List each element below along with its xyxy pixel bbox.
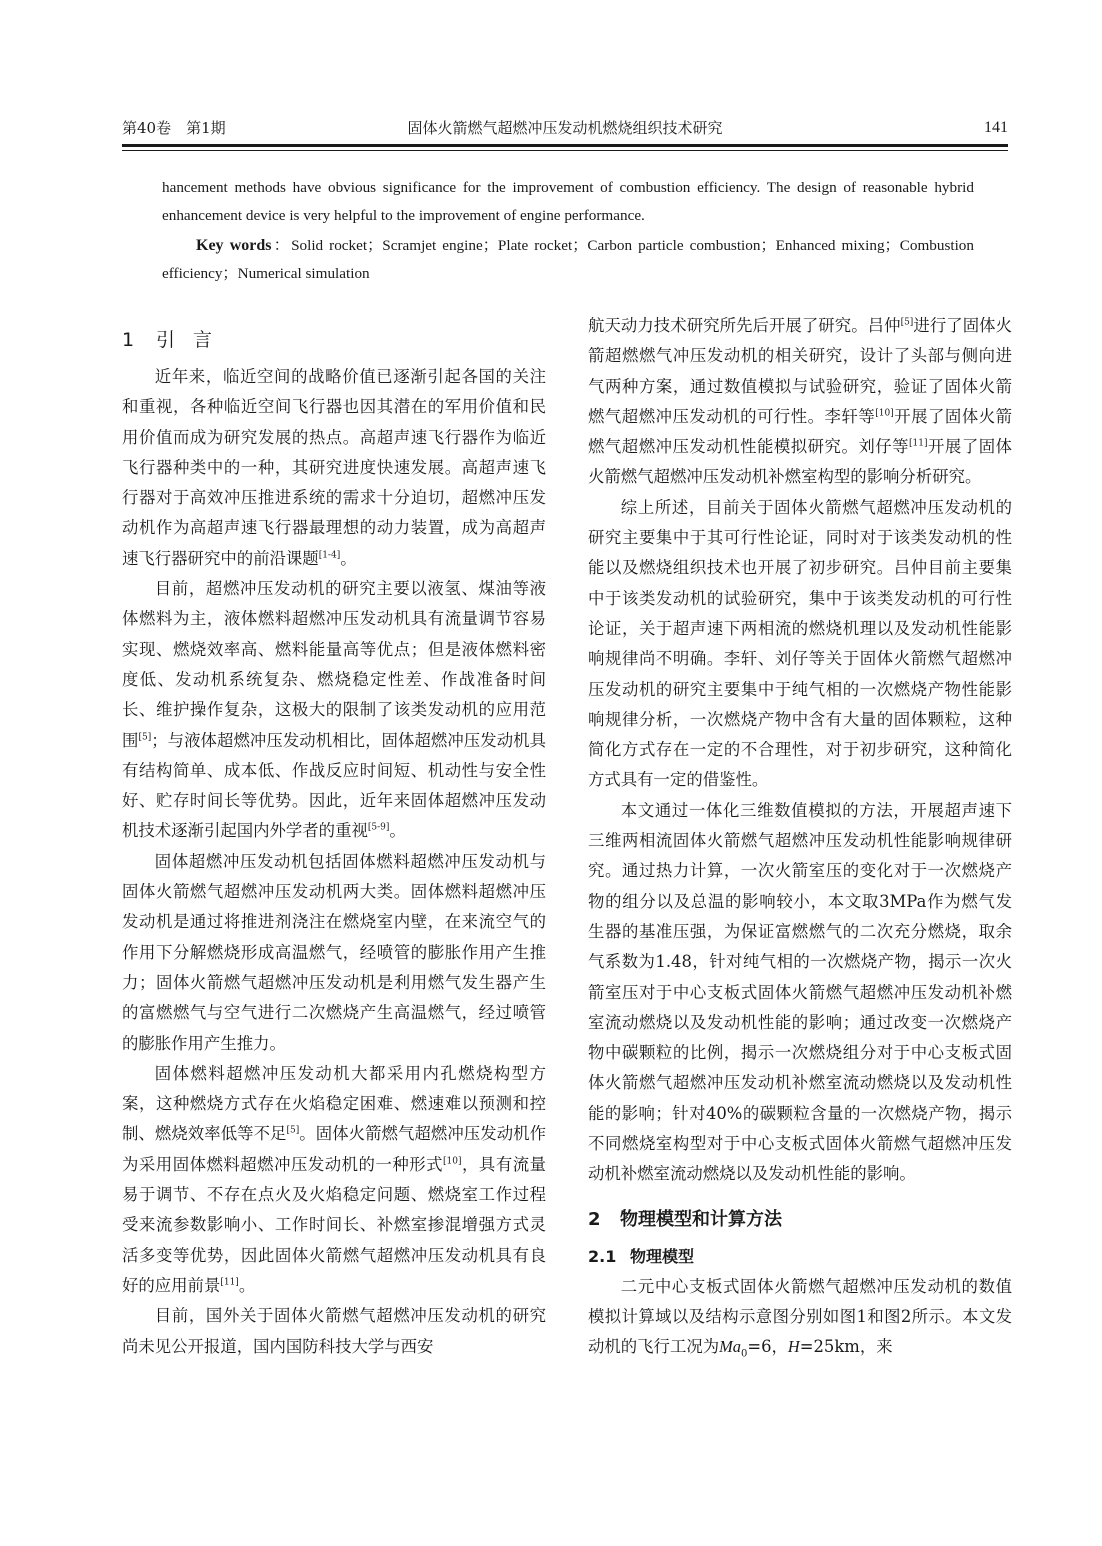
- section-2-heading: [588, 1206, 1012, 1234]
- page-number: 141: [984, 119, 1008, 136]
- citation: [10]: [875, 408, 894, 419]
- right-column: [588, 311, 1012, 1363]
- citation: [5-9]: [367, 822, 390, 833]
- header-rule-thin: [122, 150, 1008, 151]
- citation: [11]: [909, 438, 928, 449]
- citation: [1-4]: [318, 550, 341, 561]
- paragraph: 航天动力技术研究所先后开展了研究。吕仲[5]进行了固体火箭超燃燃气冲压发动机的相关研究，设计了头部与侧向进气两种方案，通过数值模拟与试验研究，验证了固体火箭燃气超燃冲压发动机的可行性。李轩等[10]开展了固体火箭燃气超燃冲压发动机性能模拟研究。刘仔等[11]开展了固体火箭燃气超燃冲压发动机补燃室构型的影响分析研究。: [588, 316, 1013, 487]
- section-1-heading: [122, 326, 546, 354]
- citation: [10]: [443, 1156, 462, 1167]
- keywords-text: ：Solid rocket；Scramjet engine；Plate rocket；Carbon particle combustion；Enhanced mixing；Combustion efficiency；Numerical simulation: [162, 237, 974, 282]
- citation: [5]: [286, 1125, 300, 1136]
- keywords-label: Key words: [196, 237, 272, 254]
- keywords-line: [162, 232, 974, 288]
- paragraph: 固体燃料超燃冲压发动机大都采用内孔燃烧构型方案，这种燃烧方式存在火焰稳定困难、燃速难以预测和控制、燃烧效率低等不足[5]。固体火箭燃气超燃冲压发动机作为采用固体燃料超燃冲压发动机的一种形式[10]，具有流量易于调节、不存在点火及火焰稳定问题、燃烧室工作过程受来流参数影响小、工作时间长、补燃室掺混增强方式灵活多变等优势，因此固体火箭燃气超燃冲压发动机具有良好的应用前景[11]。: [122, 1063, 547, 1295]
- paragraph: 目前，国外关于固体火箭燃气超燃冲压发动机的研究尚未见公开报道，国内国防科技大学与西安: [122, 1306, 546, 1356]
- paragraph: 近年来，临近空间的战略价值已逐渐引起各国的关注和重视，各种临近空间飞行器也因其潜在的军用价值和民用价值而成为研究发展的热点。高超声速飞行器作为临近飞行器种类中的一种，其研究进度快速发展。高超声速飞行器对于高效冲压推进系统的需求十分迫切，超燃冲压发动机作为高超声速飞行器最理想的动力装置，成为高超声速飞行器研究中的前沿课题[1-4]。: [122, 367, 546, 568]
- header-rule-thick: [122, 144, 1008, 147]
- citation: [11]: [220, 1277, 239, 1288]
- paragraph: 二元中心支板式固体火箭燃气超燃冲压发动机的数值模拟计算域以及结构示意图分别如图1和图2所示。本文发动机的飞行工况为$Ma_0=6$，H=25km，来: [588, 1276, 1012, 1360]
- running-title: 固体火箭燃气超燃冲压发动机燃烧组织技术研究: [407, 119, 723, 137]
- section-title: 物理模型和计算方法: [620, 1208, 782, 1230]
- paragraph: 固体超燃冲压发动机包括固体燃料超燃冲压发动机与固体火箭燃气超燃冲压发动机两大类。固体燃料超燃冲压发动机是通过将推进剂浇注在燃烧室内壁，在来流空气的作用下分解燃烧形成高温燃气，经喷管的膨胀作用产生推力；固体火箭燃气超燃冲压发动机是利用燃气发生器产生的富燃燃气与空气进行二次燃烧产生高温燃气，经过喷管的膨胀作用产生推力。: [122, 851, 546, 1053]
- paragraph: 本文通过一体化三维数值模拟的方法，开展超声速下三维两相流固体火箭燃气超燃冲压发动机性能影响规律研究。通过热力计算，一次火箭室压的变化对于一次燃烧产物的组分以及总温的影响较小，本文取3MPa作为燃气发生器的基准压强，为保证富燃燃气的二次充分燃烧，取余气系数为1.48，针对纯气相的一次燃烧产物，揭示一次火箭室压对于中心支板式固体火箭燃气超燃冲压发动机补燃室流动燃烧以及发动机性能的影响；通过改变一次燃烧产物中碳颗粒的比例，揭示一次燃烧组分对于中心支板式固体火箭燃气超燃冲压发动机补燃室流动燃烧以及发动机性能的影响；针对40%的碳颗粒含量的一次燃烧产物，揭示不同燃烧室构型对于中心支板式固体火箭燃气超燃冲压发动机补燃室流动燃烧以及发动机性能的影响。: [588, 800, 1012, 1184]
- citation: [5]: [138, 732, 152, 743]
- section-title: 引言: [156, 329, 231, 351]
- english-abstract: [162, 174, 974, 288]
- altitude-symbol: H: [787, 1337, 800, 1357]
- section-number: 1: [122, 329, 136, 351]
- citation: [5]: [900, 317, 914, 328]
- paragraph: 目前，超燃冲压发动机的研究主要以液氢、煤油等液体燃料为主，液体燃料超燃冲压发动机具有流量调节容易实现、燃烧效率高、燃料能量高等优点；但是液体燃料密度低、发动机系统复杂、燃烧稳定性差、作战准备时间长、维护操作复杂，这极大的限制了该类发动机的应用范围[5]；与液体超燃冲压发动机相比，固体超燃冲压发动机具有结构简单、成本低、作战反应时间短、机动性与安全性好、贮存时间长等优势。因此，近年来固体超燃冲压发动机技术逐渐引起国内外学者的重视[5-9]。: [122, 579, 546, 841]
- abstract-text: hancement methods have obvious significance for the improvement of combustion efficiency. The design of reasonable hybrid enhancement device is very helpful to the improvement of engine performance.: [162, 179, 974, 224]
- paragraph: 综上所述，目前关于固体火箭燃气超燃冲压发动机的研究主要集中于其可行性论证，同时对于该类发动机的性能以及燃烧组织技术也开展了初步研究。吕仲目前主要集中于该类发动机的试验研究，集中于该类发动机的可行性论证，关于超声速下两相流的燃烧机理以及发动机性能影响规律尚不明确。李轩、刘仔等关于固体火箭燃气超燃冲压发动机的研究主要集中于纯气相的一次燃烧产物性能影响规律分析，一次燃烧产物中含有大量的固体颗粒，这种简化方式存在一定的不合理性，对于初步研究，这种简化方式具有一定的借鉴性。: [588, 497, 1012, 790]
- subsection-title: 物理模型: [630, 1246, 695, 1266]
- left-column: [122, 318, 546, 1362]
- subsection-number: 2.1: [588, 1246, 617, 1266]
- journal-volume-issue: 第40卷 第1期: [122, 119, 226, 137]
- section-number: 2: [588, 1208, 601, 1230]
- subsection-2-1-heading: [588, 1244, 1012, 1270]
- mach-symbol: Ma: [719, 1337, 741, 1357]
- running-header: [122, 118, 1008, 142]
